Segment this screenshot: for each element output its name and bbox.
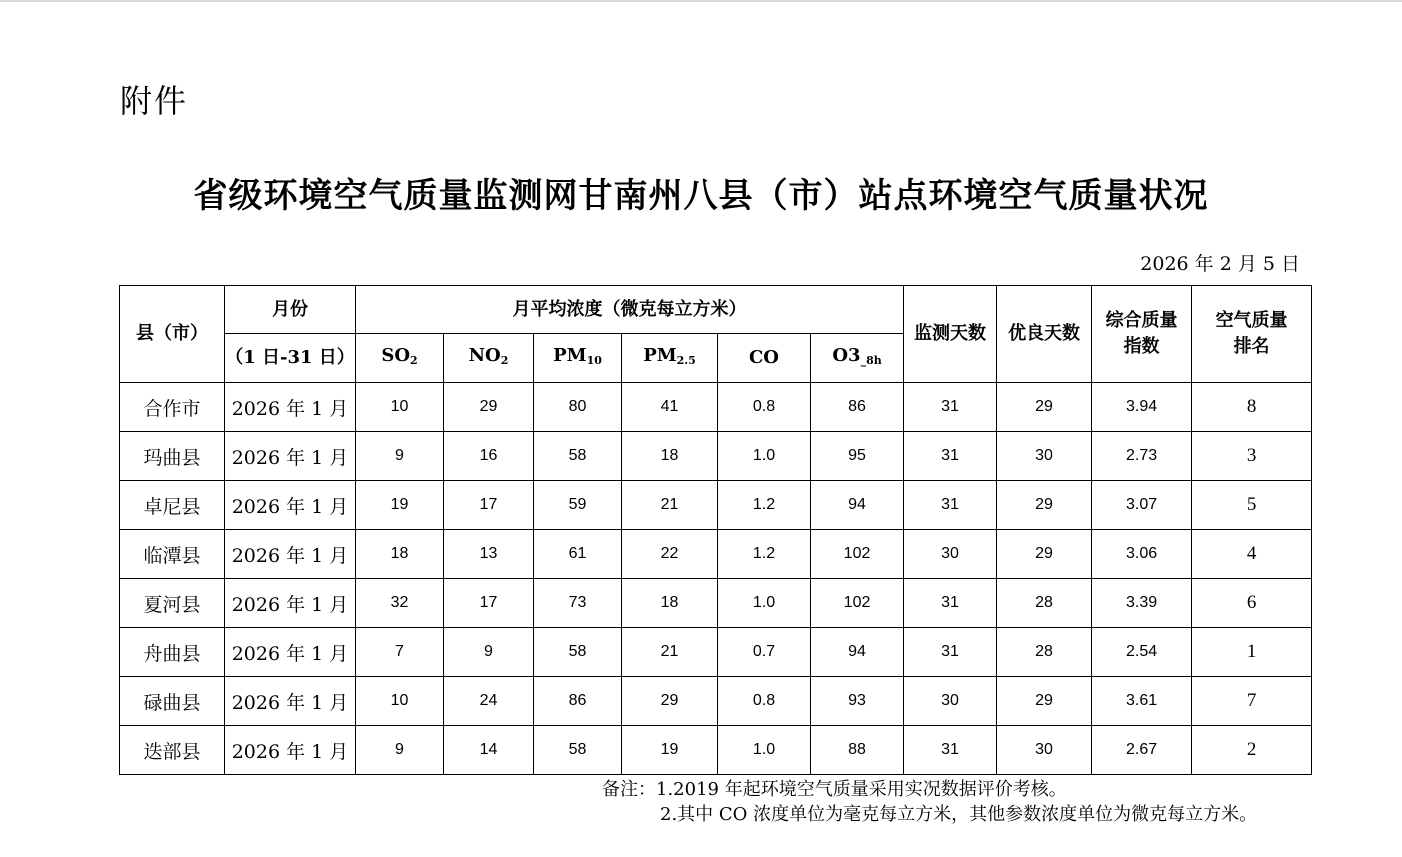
cell-county: 卓尼县 [120, 481, 225, 530]
table-row [120, 579, 1312, 628]
cell-o3: 102 [811, 530, 904, 579]
cell-co: 0.7 [718, 628, 811, 677]
cell-month: 2026 年 1 月 [225, 383, 356, 432]
cell-month: 2026 年 1 月 [225, 530, 356, 579]
cell-pm25: 22 [622, 530, 718, 579]
cell-rank: 4 [1192, 530, 1312, 579]
air-quality-table [119, 285, 1312, 775]
cell-rank: 5 [1192, 481, 1312, 530]
cell-county: 临潭县 [120, 530, 225, 579]
table-row [120, 628, 1312, 677]
cell-pm10: 86 [534, 677, 622, 726]
cell-no2: 17 [444, 481, 534, 530]
cell-pm10: 61 [534, 530, 622, 579]
cell-quality-index: 3.06 [1092, 530, 1192, 579]
cell-no2: 13 [444, 530, 534, 579]
cell-monitor-days: 31 [904, 628, 997, 677]
cell-pm10: 59 [534, 481, 622, 530]
cell-monitor-days: 31 [904, 726, 997, 775]
cell-quality-index: 2.54 [1092, 628, 1192, 677]
cell-so2: 10 [356, 677, 444, 726]
cell-monitor-days: 31 [904, 579, 997, 628]
top-border-line [0, 0, 1402, 2]
header-pm25: $PM_{2.5}$ [622, 334, 718, 383]
header-month-range: （1 日-31 日） [225, 334, 356, 383]
cell-month: 2026 年 1 月 [225, 628, 356, 677]
cell-rank: 6 [1192, 579, 1312, 628]
cell-pm25: 41 [622, 383, 718, 432]
cell-monitor-days: 31 [904, 432, 997, 481]
header-county: 县（市） [120, 286, 225, 383]
cell-pm25: 18 [622, 579, 718, 628]
cell-quality-index: 3.94 [1092, 383, 1192, 432]
cell-pm25: 21 [622, 628, 718, 677]
cell-o3: 94 [811, 481, 904, 530]
cell-monitor-days: 30 [904, 530, 997, 579]
cell-monitor-days: 31 [904, 383, 997, 432]
cell-o3: 86 [811, 383, 904, 432]
header-quality-index: 综合质量 指数 [1092, 286, 1192, 383]
cell-good-days: 29 [997, 530, 1092, 579]
cell-pm10: 58 [534, 726, 622, 775]
note-line-2: 2.其中 CO 浓度单位为毫克每立方米，其他参数浓度单位为微克每立方米。 [660, 804, 1258, 825]
cell-quality-index: 2.67 [1092, 726, 1192, 775]
cell-quality-index: 3.07 [1092, 481, 1192, 530]
cell-co: 1.0 [718, 579, 811, 628]
cell-no2: 29 [444, 383, 534, 432]
table-row [120, 726, 1312, 775]
cell-pm25: 21 [622, 481, 718, 530]
cell-pm10: 58 [534, 432, 622, 481]
cell-o3: 95 [811, 432, 904, 481]
table-row [120, 481, 1312, 530]
cell-no2: 16 [444, 432, 534, 481]
cell-pm10: 80 [534, 383, 622, 432]
cell-month: 2026 年 1 月 [225, 432, 356, 481]
cell-good-days: 29 [997, 383, 1092, 432]
cell-o3: 94 [811, 628, 904, 677]
cell-county: 碌曲县 [120, 677, 225, 726]
cell-so2: 9 [356, 726, 444, 775]
table-row [120, 432, 1312, 481]
cell-co: 1.0 [718, 432, 811, 481]
table-header-row-1 [120, 286, 1312, 334]
cell-rank: 3 [1192, 432, 1312, 481]
cell-no2: 24 [444, 677, 534, 726]
header-good-days: 优良天数 [997, 286, 1092, 383]
note-line-1: 备注：1.2019 年起环境空气质量采用实况数据评价考核。 [602, 779, 1067, 800]
cell-quality-index: 2.73 [1092, 432, 1192, 481]
cell-so2: 9 [356, 432, 444, 481]
cell-quality-index: 3.39 [1092, 579, 1192, 628]
cell-month: 2026 年 1 月 [225, 726, 356, 775]
table-row [120, 530, 1312, 579]
cell-rank: 2 [1192, 726, 1312, 775]
cell-pm25: 18 [622, 432, 718, 481]
header-so2: $SO_2$ [356, 334, 444, 383]
cell-co: 1.2 [718, 481, 811, 530]
header-monitor-days: 监测天数 [904, 286, 997, 383]
cell-good-days: 28 [997, 628, 1092, 677]
cell-o3: 93 [811, 677, 904, 726]
cell-good-days: 28 [997, 579, 1092, 628]
cell-pm10: 58 [534, 628, 622, 677]
cell-so2: 10 [356, 383, 444, 432]
cell-county: 舟曲县 [120, 628, 225, 677]
cell-good-days: 30 [997, 726, 1092, 775]
cell-pm10: 73 [534, 579, 622, 628]
cell-month: 2026 年 1 月 [225, 579, 356, 628]
cell-county: 玛曲县 [120, 432, 225, 481]
cell-o3: 102 [811, 579, 904, 628]
header-no2: $NO_2$ [444, 334, 534, 383]
cell-rank: 8 [1192, 383, 1312, 432]
cell-co: 0.8 [718, 677, 811, 726]
cell-pm25: 19 [622, 726, 718, 775]
cell-no2: 14 [444, 726, 534, 775]
header-month: 月份 [225, 286, 356, 334]
header-co: CO [718, 334, 811, 383]
cell-county: 合作市 [120, 383, 225, 432]
table-row [120, 677, 1312, 726]
cell-so2: 19 [356, 481, 444, 530]
cell-no2: 17 [444, 579, 534, 628]
header-rank: 空气质量 排名 [1192, 286, 1312, 383]
cell-so2: 32 [356, 579, 444, 628]
header-o3: $O3_{\_8h}$ [811, 334, 904, 383]
cell-good-days: 30 [997, 432, 1092, 481]
cell-quality-index: 3.61 [1092, 677, 1192, 726]
cell-county: 夏河县 [120, 579, 225, 628]
cell-rank: 7 [1192, 677, 1312, 726]
attachment-label: 附件 [120, 82, 189, 120]
cell-month: 2026 年 1 月 [225, 481, 356, 530]
report-date: 2026 年 2 月 5 日 [1140, 253, 1300, 275]
cell-co: 0.8 [718, 383, 811, 432]
cell-good-days: 29 [997, 677, 1092, 726]
cell-co: 1.2 [718, 530, 811, 579]
header-pm10: $PM_{10}$ [534, 334, 622, 383]
cell-so2: 18 [356, 530, 444, 579]
cell-co: 1.0 [718, 726, 811, 775]
document-title: 省级环境空气质量监测网甘南州八县（市）站点环境空气质量状况 [193, 176, 1209, 216]
cell-month: 2026 年 1 月 [225, 677, 356, 726]
header-avg-concentration: 月平均浓度（微克每立方米） [356, 286, 904, 334]
cell-good-days: 29 [997, 481, 1092, 530]
cell-rank: 1 [1192, 628, 1312, 677]
cell-monitor-days: 31 [904, 481, 997, 530]
cell-county: 迭部县 [120, 726, 225, 775]
cell-monitor-days: 30 [904, 677, 997, 726]
cell-no2: 9 [444, 628, 534, 677]
cell-o3: 88 [811, 726, 904, 775]
table-row [120, 383, 1312, 432]
cell-pm25: 29 [622, 677, 718, 726]
cell-so2: 7 [356, 628, 444, 677]
